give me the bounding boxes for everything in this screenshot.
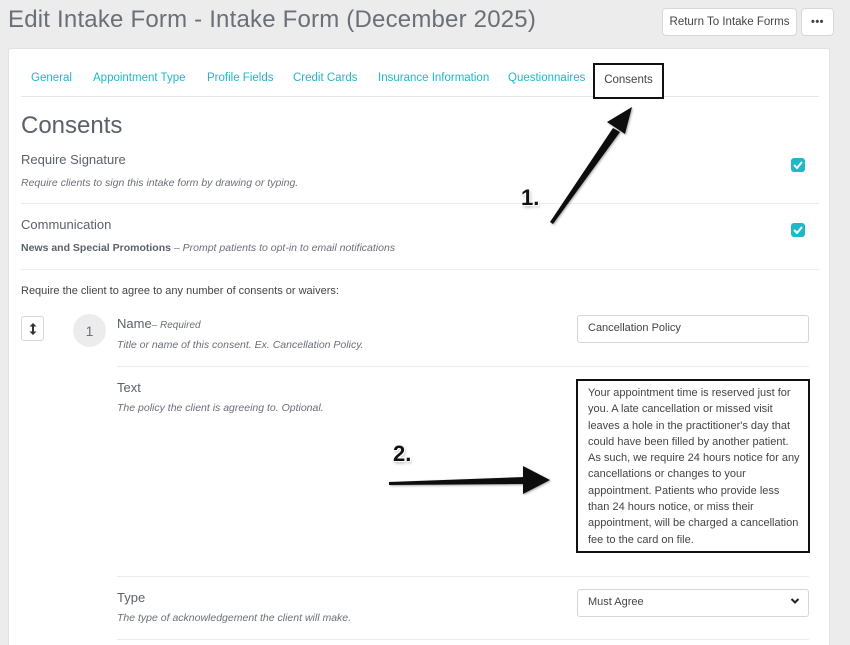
required-marker: – Required: [151, 320, 201, 331]
divider: [21, 203, 819, 204]
require-signature-checkbox[interactable]: [791, 158, 805, 172]
chevron-down-icon: [790, 596, 800, 606]
consent-name-input[interactable]: Cancellation Policy: [577, 315, 809, 343]
tab-credit-cards[interactable]: Credit Cards: [293, 72, 358, 84]
text-description: The policy the client is agreeing to. Optional.: [117, 402, 324, 414]
name-label: [117, 316, 201, 331]
name-description: Title or name of this consent. Ex. Cancellation Policy.: [117, 339, 364, 351]
tab-consents[interactable]: Consents: [593, 63, 664, 99]
drag-handle[interactable]: [21, 316, 44, 341]
name-label-text: Name: [117, 316, 152, 331]
tab-insurance-information[interactable]: Insurance Information: [378, 72, 490, 84]
vertical-arrows-icon: [29, 323, 37, 335]
text-label: Text: [117, 380, 141, 395]
tab-appointment-type[interactable]: Appointment Type: [93, 72, 186, 84]
consent-number-badge: 1: [73, 314, 106, 347]
tab-questionnaires[interactable]: Questionnaires: [508, 72, 586, 84]
communication-hint: – Prompt patients to opt-in to email notifications: [170, 242, 396, 254]
communication-checkbox[interactable]: [791, 223, 805, 237]
divider: [117, 576, 809, 577]
divider: [21, 269, 819, 270]
annotation-label-1: 1.: [521, 185, 540, 210]
require-signature-description: Require clients to sign this intake form by drawing or typing.: [21, 177, 299, 189]
type-label: Type: [117, 590, 146, 605]
consents-intro: Require the client to agree to any number of consents or waivers:: [21, 285, 339, 297]
communication-title: Communication: [21, 217, 112, 232]
check-icon: [793, 226, 803, 234]
tab-profile-fields[interactable]: Profile Fields: [207, 72, 274, 84]
form-card: [8, 48, 830, 645]
return-to-intake-forms-button[interactable]: Return To Intake Forms: [662, 8, 797, 36]
communication-description: [21, 242, 395, 254]
consent-type-select[interactable]: [577, 589, 809, 617]
tab-general[interactable]: General: [31, 72, 72, 84]
consent-text-textarea[interactable]: Your appointment time is reserved just for you. A late cancellation or missed visit leaves a hole in the practitioner's day that could have been filled by another patient. As such, we require 24 hours notice for any cancellations or changes to your appointment. Patients who provide less than 24 hours notice, or miss their appointment, will be charged a cancellation fee to the card on file.: [576, 379, 810, 553]
type-description: The type of acknowledgement the client will make.: [117, 612, 352, 624]
tab-bar: [21, 61, 819, 97]
check-icon: [793, 161, 803, 169]
more-options-button[interactable]: •••: [801, 8, 834, 36]
consent-type-value: Must Agree: [588, 596, 644, 608]
divider: [117, 366, 809, 367]
page-title: Edit Intake Form - Intake Form (December 2025): [8, 6, 537, 33]
require-signature-title: Require Signature: [21, 152, 126, 167]
divider: [117, 639, 809, 640]
section-title: Consents: [21, 112, 123, 139]
news-promotions-label: News and Special Promotions: [21, 242, 171, 254]
annotation-label-2: 2.: [393, 441, 412, 466]
